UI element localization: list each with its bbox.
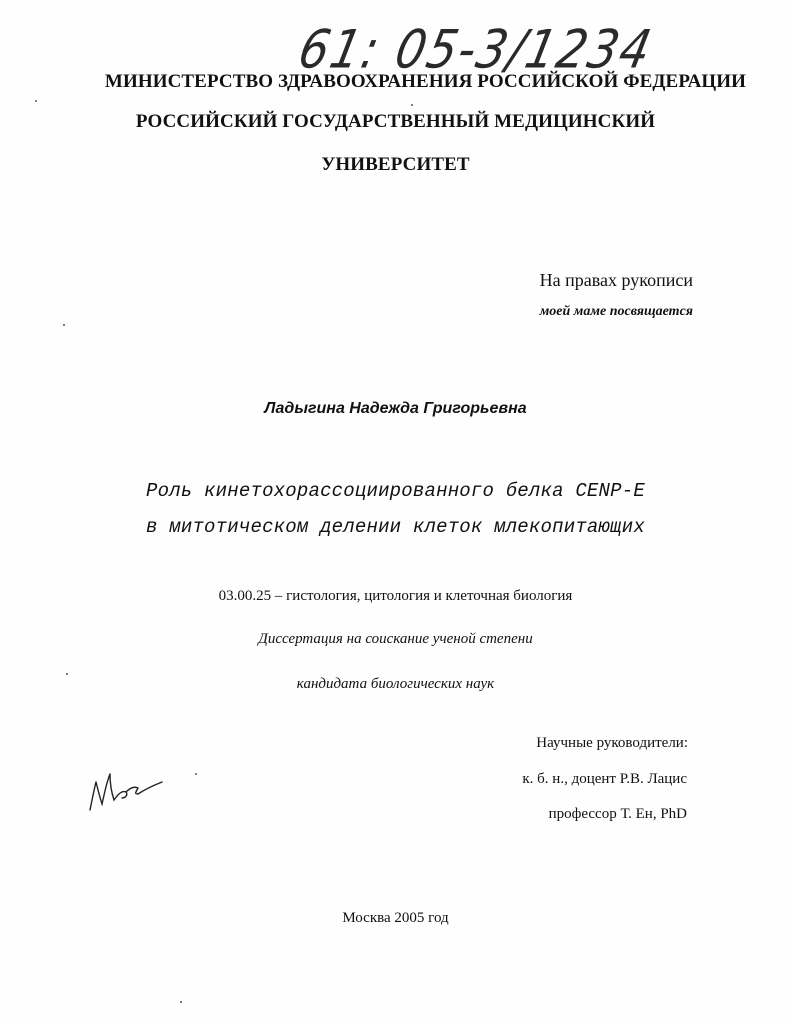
handwritten-signature — [82, 760, 172, 820]
manuscript-rights-label: На правах рукописи — [539, 270, 693, 290]
scan-speck — [63, 324, 65, 326]
dedication-text: моей маме посвящается — [539, 304, 693, 319]
city-year: Москва 2005 год — [342, 910, 449, 926]
thesis-title-line2: в митотическом делении клеток млекопитающих — [146, 516, 645, 538]
scan-speck — [195, 773, 197, 775]
specialty-code: 03.00.25 – гистология, цитология и клеточная биология — [218, 588, 573, 604]
stamp-code-text: 61: 05-3/1234 — [293, 17, 659, 81]
supervisors-label: Научные руководители: — [536, 735, 688, 751]
author-name: Ладыгина Надежда Григорьевна — [264, 400, 527, 417]
scan-speck — [411, 104, 413, 106]
degree-line2: кандидата биологических наук — [296, 676, 495, 692]
ministry-heading: МИНИСТЕРСТВО ЗДРАВООХРАНЕНИЯ РОССИЙСКОЙ ФЕДЕРАЦИИ — [104, 71, 747, 92]
supervisor-first: к. б. н., доцент Р.В. Лацис — [522, 771, 687, 787]
scan-speck — [66, 673, 68, 675]
scan-speck — [35, 100, 37, 102]
university-heading-line1: РОССИЙСКИЙ ГОСУДАРСТВЕННЫЙ МЕДИЦИНСКИЙ — [135, 111, 656, 132]
thesis-title-line1: Роль кинетохорассоциированного белка CENP-E — [146, 480, 645, 502]
scan-speck — [180, 1001, 182, 1003]
university-heading-line2: УНИВЕРСИТЕТ — [321, 154, 470, 175]
supervisor-second: профессор Т. Ен, PhD — [548, 806, 687, 822]
degree-line1: Диссертация на соискание ученой степени — [258, 631, 533, 647]
